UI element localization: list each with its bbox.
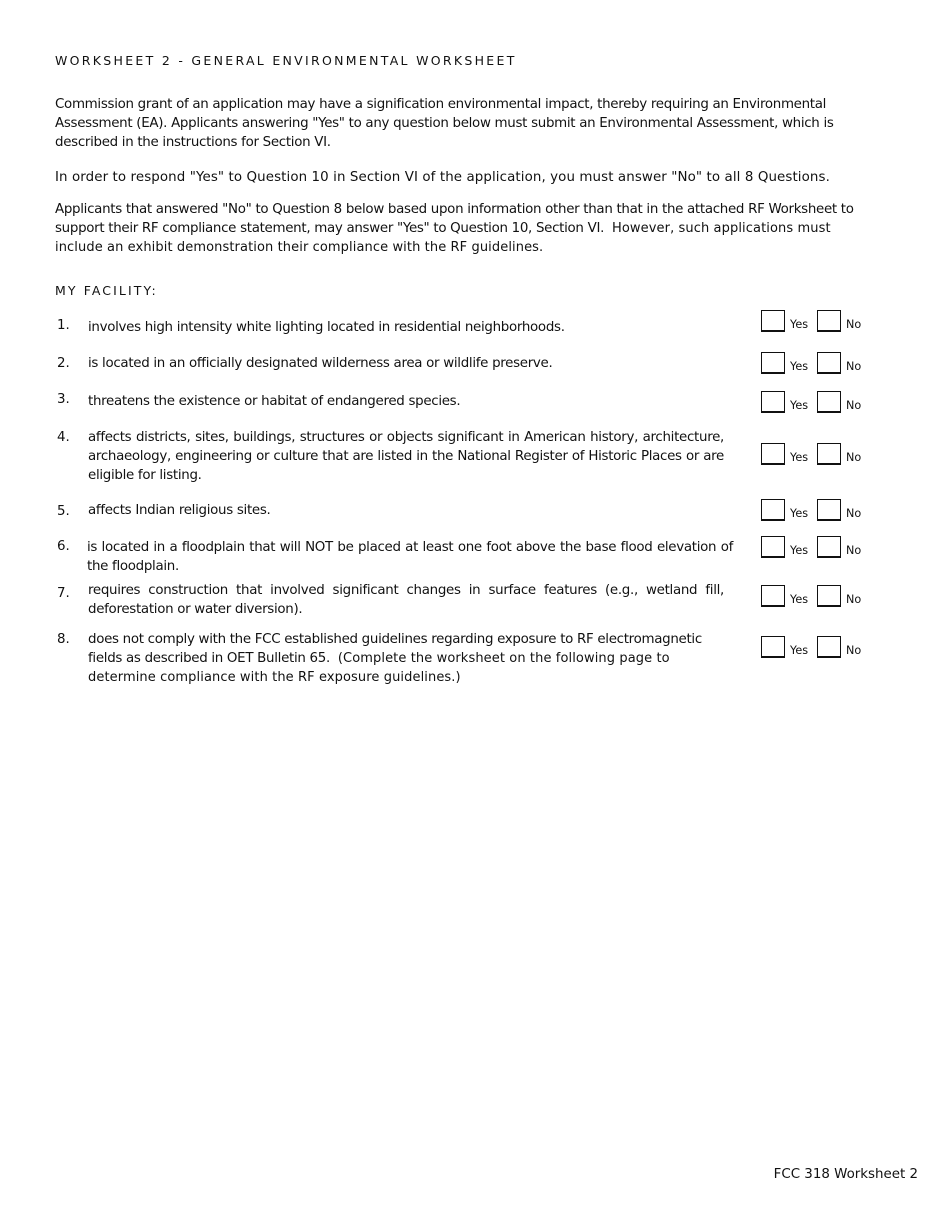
- question-8-main: does not comply with the FCC established guidelines regarding exposure to RF electromagnetic fields as described in OET Bulletin 65.: [88, 632, 702, 666]
- yes-label: Yes: [790, 451, 809, 464]
- no-checkbox[interactable]: [817, 536, 841, 558]
- yes-no-group: [761, 536, 881, 560]
- no-label: No: [846, 318, 862, 331]
- yes-checkbox[interactable]: [761, 585, 785, 607]
- yes-label: Yes: [790, 399, 809, 412]
- question-number: 4.: [57, 430, 70, 445]
- no-checkbox[interactable]: [817, 636, 841, 658]
- question-text: [88, 630, 724, 687]
- no-label: No: [846, 399, 862, 412]
- yes-no-group: [761, 499, 881, 523]
- no-checkbox[interactable]: [817, 443, 841, 465]
- yes-no-group: [761, 443, 881, 467]
- no-label: No: [846, 544, 862, 557]
- no-label: No: [846, 507, 862, 520]
- yes-no-group: [761, 636, 881, 660]
- yes-label: Yes: [790, 507, 809, 520]
- question-number: 1.: [57, 318, 70, 333]
- question-number: 7.: [57, 586, 70, 601]
- yes-no-group: [761, 310, 881, 334]
- no-checkbox[interactable]: [817, 585, 841, 607]
- question-text: involves high intensity white lighting located in residential neighborhoods.: [88, 320, 565, 335]
- no-checkbox[interactable]: [817, 391, 841, 413]
- section-title: MY FACILITY:: [55, 283, 158, 298]
- answered-note-part2: However, such applications must include an exhibit demonstration their compliance with the RF guidelines.: [55, 221, 831, 255]
- yes-checkbox[interactable]: [761, 499, 785, 521]
- question-number: 3.: [57, 392, 70, 407]
- yes-label: Yes: [790, 544, 809, 557]
- no-checkbox[interactable]: [817, 310, 841, 332]
- no-checkbox[interactable]: [817, 499, 841, 521]
- yes-checkbox[interactable]: [761, 391, 785, 413]
- yes-checkbox[interactable]: [761, 352, 785, 374]
- respond-note: In order to respond "Yes" to Question 10 in Section VI of the application, you must answer "No" to all 8 Questions.: [55, 170, 830, 185]
- answered-note-part1: Applicants that answered "No" to Question 8 below based upon information other than that in the attached RF Worksheet to support their RF compliance statement, may answer "Yes" to Question 10, Section VI.: [55, 202, 854, 236]
- yes-checkbox[interactable]: [761, 310, 785, 332]
- no-label: No: [846, 593, 862, 606]
- question-8-note: (Complete the worksheet on the following page to determine compliance with the RF exposure guidelines.): [88, 651, 670, 685]
- question-number: 2.: [57, 356, 70, 371]
- question-text: is located in a floodplain that will NOT be placed at least one foot above the base flood elevation of the floodplain.: [87, 540, 733, 574]
- question-number: 8.: [57, 632, 70, 647]
- yes-no-group: [761, 585, 881, 609]
- question-text: is located in an officially designated wilderness area or wildlife preserve.: [88, 356, 553, 371]
- intro-paragraph: Commission grant of an application may have a signification environmental impact, thereby requiring an Environmental Assessment (EA). Applicants answering "Yes" to any question below must submit an Environmental Assessment, which is described in the instructions for Section VI.: [55, 97, 834, 150]
- yes-label: Yes: [790, 593, 809, 606]
- yes-checkbox[interactable]: [761, 536, 785, 558]
- question-text: threatens the existence or habitat of endangered species.: [88, 394, 461, 409]
- question-text: requires construction that involved significant changes in surface features (e.g., wetland fill, deforestation or water diversion).: [88, 583, 724, 617]
- answered-note: [55, 200, 877, 257]
- yes-label: Yes: [790, 318, 809, 331]
- no-label: No: [846, 644, 862, 657]
- page-footer: FCC 318 Worksheet 2: [773, 1167, 918, 1182]
- yes-label: Yes: [790, 644, 809, 657]
- question-text: affects Indian religious sites.: [88, 503, 271, 518]
- no-checkbox[interactable]: [817, 352, 841, 374]
- question-number: 5.: [57, 504, 70, 519]
- yes-label: Yes: [790, 360, 809, 373]
- page-title: WORKSHEET 2 - GENERAL ENVIRONMENTAL WORKSHEET: [55, 53, 517, 68]
- no-label: No: [846, 451, 862, 464]
- yes-no-group: [761, 391, 881, 415]
- yes-checkbox[interactable]: [761, 443, 785, 465]
- yes-no-group: [761, 352, 881, 376]
- yes-checkbox[interactable]: [761, 636, 785, 658]
- no-label: No: [846, 360, 862, 373]
- question-text: affects districts, sites, buildings, structures or objects significant in American history, architecture, archaeology, engineering or culture that are listed in the National Register of Historic Places or are eligible for listing.: [88, 430, 724, 483]
- question-number: 6.: [57, 539, 70, 554]
